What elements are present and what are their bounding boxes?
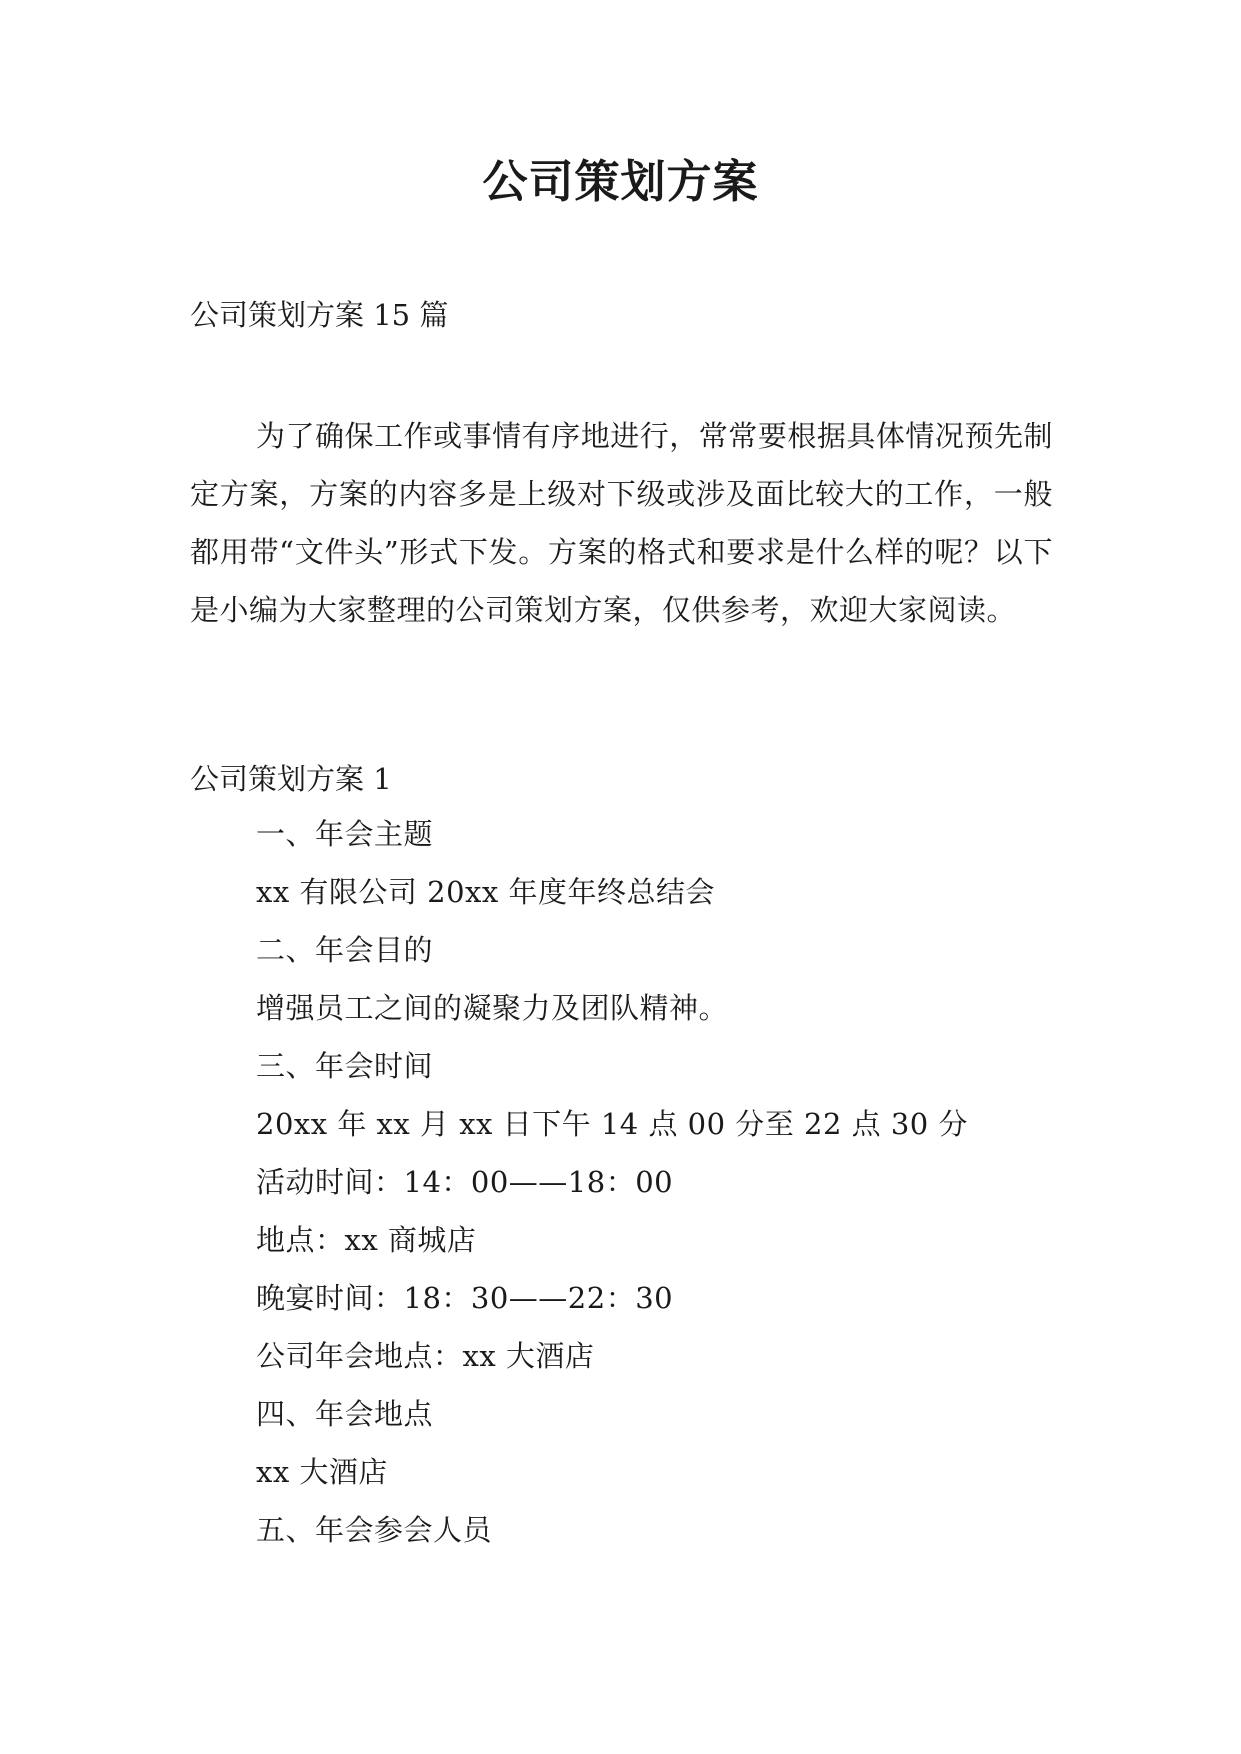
outline-line: 地点：xx 商城店: [256, 1223, 477, 1257]
intro-paragraph: 为了确保工作或事情有序地进行，常常要根据具体情况预先制定方案，方案的内容多是上级对下级或涉及面比较大的工作，一般都用带“文件头”形式下发。方案的格式和要求是什么样的呢？以下是小编为大家整理的公司策划方案，仅供参考，欢迎大家阅读。: [190, 419, 1053, 627]
outline-line: 五、年会参会人员: [256, 1513, 493, 1547]
outline-line: 四、年会地点: [256, 1397, 434, 1431]
outline-list: [256, 814, 968, 1568]
section-heading: 公司策划方案 1: [190, 762, 392, 796]
outline-line: 活动时间：14：00——18：00: [256, 1165, 674, 1199]
outline-line: xx 大酒店: [256, 1455, 388, 1489]
outline-line: 增强员工之间的凝聚力及团队精神。: [256, 991, 729, 1025]
outline-line: xx 有限公司 20xx 年度年终总结会: [256, 875, 715, 909]
outline-line: 20xx 年 xx 月 xx 日下午 14 点 00 分至 22 点 30 分: [256, 1107, 968, 1141]
outline-line: 公司年会地点：xx 大酒店: [256, 1339, 595, 1373]
outline-line: 二、年会目的: [256, 933, 434, 967]
document-title: 公司策划方案: [482, 155, 759, 208]
outline-line: 晚宴时间：18：30——22：30: [256, 1281, 674, 1315]
outline-line: 一、年会主题: [256, 817, 434, 851]
outline-line: 三、年会时间: [256, 1049, 434, 1083]
document-subtitle: 公司策划方案 15 篇: [190, 298, 449, 332]
